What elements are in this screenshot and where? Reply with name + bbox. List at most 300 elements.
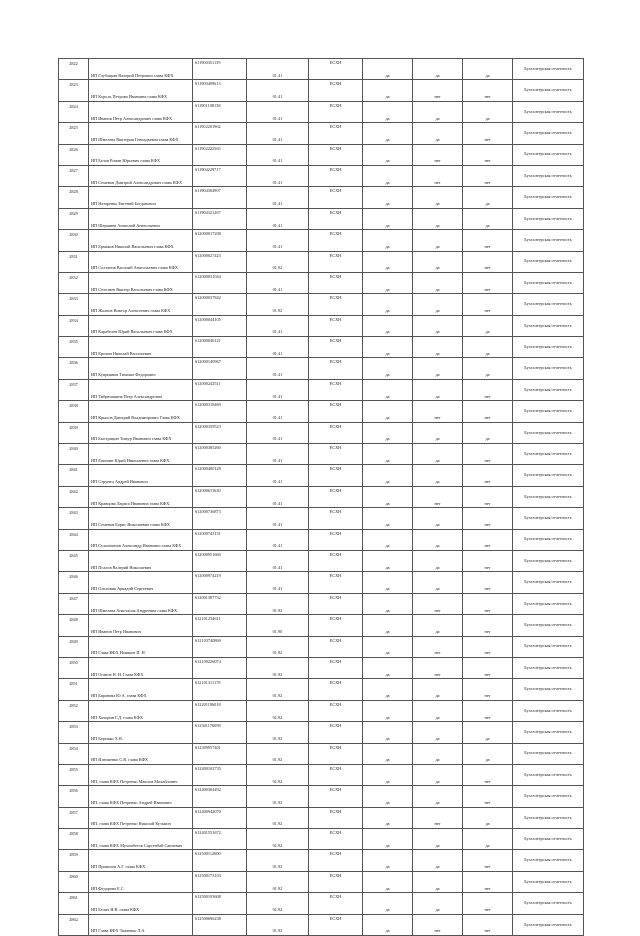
activity-code-cell: 01.41 [247, 337, 309, 358]
activity-code-cell: 01.92 [247, 786, 309, 807]
entity-name-cell: ИП Жалнов Виктор Алексеевич глава КФХ [89, 294, 193, 315]
flag-2-cell: да [413, 529, 463, 550]
inn-code-cell: 612101311178 [193, 679, 247, 700]
flag-1-cell: да [363, 850, 413, 871]
flag-2-cell: да [413, 850, 463, 871]
entity-name-cell: ИП, глава КФХ Мухомбетов Сарсенбай Сапиевич [89, 829, 193, 850]
flag-2-cell: да [413, 508, 463, 529]
table-row [59, 208, 584, 229]
activity-code-cell: 01.92 [247, 829, 309, 850]
entity-name-cell: ИП Сухомлинов Александр Иванович глава КФХ [89, 529, 193, 550]
report-type-cell: Бухгалтерская отчетность [513, 422, 584, 443]
inn-code-cell: 612500696238 [193, 914, 247, 935]
table-row [59, 294, 584, 315]
activity-code-cell: 01.41 [247, 187, 309, 208]
entity-name-cell: ИП Солтанов Василий Анатольевич глава КФХ [89, 251, 193, 272]
inn-code-cell: 611901108138 [193, 101, 247, 122]
flag-2-cell: да [413, 230, 463, 251]
row-number-cell: 2856 [59, 786, 89, 807]
activity-code-cell: 01.92 [247, 871, 309, 892]
activity-code-cell: 01.92 [247, 700, 309, 721]
activity-code-cell: 01.92 [247, 914, 309, 935]
flag-2-cell: нет [413, 486, 463, 507]
flag-1-cell: да [363, 679, 413, 700]
activity-code-cell: 01.41 [247, 379, 309, 400]
table-row [59, 315, 584, 336]
flag-2-cell: да [413, 550, 463, 571]
flag-1-cell: да [363, 187, 413, 208]
tax-regime-cell: ЕСХН [309, 123, 363, 144]
flag-2-cell: да [413, 337, 463, 358]
inn-code-cell: 612400102735 [193, 764, 247, 785]
flag-2-cell: нет [413, 807, 463, 828]
activity-code-cell: 01.92 [247, 893, 309, 914]
activity-code-cell: 01.41 [247, 486, 309, 507]
flag-1-cell: да [363, 422, 413, 443]
tax-regime-cell: ЕСХН [309, 101, 363, 122]
row-number-cell: 2831 [59, 251, 89, 272]
row-number-cell: 2824 [59, 101, 89, 122]
flag-3-cell: да [463, 59, 513, 80]
tax-regime-cell: ЕСХН [309, 743, 363, 764]
flag-3-cell: да [463, 187, 513, 208]
table-row [59, 679, 584, 700]
entity-name-cell: ИП, глава КФХ Петренко Андрей Иванович [89, 786, 193, 807]
entity-name-cell: ИП Тибрюшкина Петр Александрович [89, 379, 193, 400]
table-row [59, 529, 584, 550]
inn-code-cell: 612000951660 [193, 550, 247, 571]
row-number-cell: 2847 [59, 593, 89, 614]
row-number-cell: 2827 [59, 165, 89, 186]
flag-1-cell: да [363, 101, 413, 122]
report-type-cell: Бухгалтерская отчетность [513, 251, 584, 272]
flag-1-cell: да [363, 337, 413, 358]
entity-name-cell: ИП Епишин Юрий Николаевич глава КФХ [89, 444, 193, 465]
table-row [59, 743, 584, 764]
inn-code-cell: 612000359523 [193, 422, 247, 443]
tax-regime-cell: ЕСХН [309, 593, 363, 614]
flag-2-cell: да [413, 422, 463, 443]
row-number-cell: 2822 [59, 59, 89, 80]
flag-2-cell: да [413, 59, 463, 80]
flag-1-cell: да [363, 700, 413, 721]
activity-code-cell: 01.41 [247, 550, 309, 571]
row-number-cell: 2852 [59, 700, 89, 721]
report-type-cell: Бухгалтерская отчетность [513, 187, 584, 208]
report-type-cell: Бухгалтерская отчетность [513, 379, 584, 400]
row-number-cell: 2845 [59, 550, 89, 571]
table-row [59, 465, 584, 486]
tax-regime-cell: ЕСХН [309, 272, 363, 293]
entity-name-cell: ИП Бережко Х.В. [89, 722, 193, 743]
entity-name-cell: ИП Глубоцкая Валерий Петрович глава КФХ [89, 59, 193, 80]
flag-1-cell: да [363, 208, 413, 229]
flag-2-cell: да [413, 786, 463, 807]
inn-code-cell: 612400304492 [193, 786, 247, 807]
tax-regime-cell: ЕСХН [309, 422, 363, 443]
flag-1-cell: да [363, 593, 413, 614]
flag-1-cell: да [363, 893, 413, 914]
row-number-cell: 2849 [59, 636, 89, 657]
report-type-cell: Бухгалтерская отчетность [513, 165, 584, 186]
report-type-cell: Бухгалтерская отчетность [513, 230, 584, 251]
report-type-cell: Бухгалтерская отчетность [513, 636, 584, 657]
activity-code-cell: 01.92 [247, 294, 309, 315]
flag-1-cell: да [363, 657, 413, 678]
entity-name-cell: ИП Ольховик Аркадий Сергеевич [89, 572, 193, 593]
flag-1-cell: да [363, 743, 413, 764]
entity-name-cell: ИП Карабелев Юрий Васильевич глава КФХ [89, 315, 193, 336]
flag-3-cell: нет [463, 123, 513, 144]
entity-name-cell: ИП Шершнев Анатолий Анатольевич [89, 208, 193, 229]
activity-code-cell: 01.41 [247, 422, 309, 443]
inn-code-cell: 612000736873 [193, 508, 247, 529]
flag-2-cell: да [413, 101, 463, 122]
row-number-cell: 2834 [59, 315, 89, 336]
report-type-cell: Бухгалтерская отчетность [513, 871, 584, 892]
report-type-cell: Бухгалтерская отчетность [513, 850, 584, 871]
report-type-cell: Бухгалтерская отчетность [513, 123, 584, 144]
flag-3-cell: нет [463, 465, 513, 486]
tax-regime-cell: ЕСХН [309, 722, 363, 743]
inn-code-cell: 612201196018 [193, 700, 247, 721]
report-type-cell: Бухгалтерская отчетность [513, 893, 584, 914]
activity-code-cell: 01.92 [247, 743, 309, 764]
flag-3-cell: нет [463, 615, 513, 636]
flag-1-cell: да [363, 486, 413, 507]
tax-regime-cell: ЕСХН [309, 700, 363, 721]
inn-code-cell: 611900409613 [193, 80, 247, 101]
flag-1-cell: да [363, 165, 413, 186]
tax-regime-cell: ЕСХН [309, 465, 363, 486]
flag-1-cell: да [363, 572, 413, 593]
flag-3-cell: да [463, 358, 513, 379]
flag-3-cell: да [463, 807, 513, 828]
row-number-cell: 2837 [59, 379, 89, 400]
entity-name-cell: ИП Белич Н.В. глава КФХ [89, 893, 193, 914]
table-row [59, 807, 584, 828]
activity-code-cell: 01.41 [247, 101, 309, 122]
table-row [59, 850, 584, 871]
inn-code-cell: 612100226074 [193, 657, 247, 678]
tax-regime-cell: ЕСХН [309, 871, 363, 892]
flag-2-cell: да [413, 679, 463, 700]
report-type-cell: Бухгалтерская отчетность [513, 593, 584, 614]
report-type-cell: Бухгалтерская отчетность [513, 486, 584, 507]
flag-3-cell: нет [463, 679, 513, 700]
table-row [59, 144, 584, 165]
flag-2-cell: да [413, 572, 463, 593]
tax-regime-cell: ЕСХН [309, 914, 363, 935]
flag-2-cell: нет [413, 165, 463, 186]
flag-2-cell: да [413, 893, 463, 914]
activity-code-cell: 01.92 [247, 657, 309, 678]
flag-1-cell: да [363, 786, 413, 807]
flag-3-cell: нет [463, 550, 513, 571]
flag-2-cell: да [413, 871, 463, 892]
table-row [59, 187, 584, 208]
document-table [58, 58, 584, 936]
flag-2-cell: да [413, 187, 463, 208]
flag-1-cell: да [363, 315, 413, 336]
report-type-cell: Бухгалтерская отчетность [513, 358, 584, 379]
report-type-cell: Бухгалтерская отчетность [513, 615, 584, 636]
row-number-cell: 2840 [59, 444, 89, 465]
flag-2-cell: нет [413, 657, 463, 678]
tax-regime-cell: ЕСХН [309, 829, 363, 850]
flag-1-cell: да [363, 807, 413, 828]
inn-code-cell: 612000242511 [193, 379, 247, 400]
inn-code-cell: 612000385260 [193, 444, 247, 465]
entity-name-cell: ИП Семенов Дмитрий Александрович глава КФХ [89, 165, 193, 186]
row-number-cell: 2844 [59, 529, 89, 550]
flag-2-cell: да [413, 615, 463, 636]
activity-code-cell: 01.41 [247, 444, 309, 465]
table-row [59, 829, 584, 850]
entity-name-cell: ИП Ерохин Николай Васильевич [89, 337, 193, 358]
inn-code-cell: 612500193608 [193, 893, 247, 914]
inn-code-cell: 612000400128 [193, 465, 247, 486]
row-number-cell: 2825 [59, 123, 89, 144]
flag-3-cell: нет [463, 379, 513, 400]
row-number-cell: 2832 [59, 272, 89, 293]
activity-code-cell: 01.41 [247, 144, 309, 165]
inn-code-cell: 612101234611 [193, 615, 247, 636]
flag-2-cell: да [413, 829, 463, 850]
row-number-cell: 2854 [59, 743, 89, 764]
flag-2-cell: да [413, 251, 463, 272]
inn-code-cell: 612400942070 [193, 807, 247, 828]
flag-1-cell: да [363, 379, 413, 400]
table-row [59, 230, 584, 251]
tax-regime-cell: ЕСХН [309, 657, 363, 678]
activity-code-cell: 01.41 [247, 358, 309, 379]
report-type-cell: Бухгалтерская отчетность [513, 315, 584, 336]
table-row [59, 593, 584, 614]
flag-1-cell: да [363, 829, 413, 850]
tax-regime-cell: ЕСХН [309, 550, 363, 571]
table-row [59, 59, 584, 80]
table-row [59, 272, 584, 293]
inn-code-cell: 612500173103 [193, 871, 247, 892]
table-row [59, 657, 584, 678]
row-number-cell: 2839 [59, 422, 89, 443]
flag-2-cell: нет [413, 914, 463, 935]
table-row [59, 123, 584, 144]
flag-3-cell: нет [463, 230, 513, 251]
entity-name-cell: ИП Селезнев Виктор Васильевич глава КФХ [89, 272, 193, 293]
tax-regime-cell: ЕСХН [309, 679, 363, 700]
inn-code-cell: 612000017208 [193, 230, 247, 251]
table-row [59, 871, 584, 892]
tax-regime-cell: ЕСХН [309, 764, 363, 785]
report-type-cell: Бухгалтерская отчетность [513, 679, 584, 700]
report-type-cell: Бухгалтерская отчетность [513, 550, 584, 571]
flag-3-cell: нет [463, 80, 513, 101]
inn-code-cell: 612000031044 [193, 272, 247, 293]
activity-code-cell: 01.41 [247, 529, 309, 550]
activity-code-cell: 01.92 [247, 722, 309, 743]
flag-2-cell: да [413, 315, 463, 336]
flag-3-cell: нет [463, 444, 513, 465]
report-type-cell: Бухгалтерская отчетность [513, 444, 584, 465]
activity-code-cell: 01.92 [247, 251, 309, 272]
flag-2-cell: нет [413, 401, 463, 422]
flag-1-cell: да [363, 764, 413, 785]
report-type-cell: Бухгалтерская отчетность [513, 722, 584, 743]
row-number-cell: 2828 [59, 187, 89, 208]
flag-1-cell: да [363, 871, 413, 892]
table-row [59, 486, 584, 507]
tax-regime-cell: ЕСХН [309, 337, 363, 358]
table-row [59, 401, 584, 422]
flag-3-cell: нет [463, 294, 513, 315]
entity-name-cell: ИП Быстрицин Тимур Иванович глава КФХ [89, 422, 193, 443]
report-type-cell: Бухгалтерская отчетность [513, 508, 584, 529]
table-row [59, 422, 584, 443]
inn-code-cell: 612000743131 [193, 529, 247, 550]
flag-3-cell: нет [463, 508, 513, 529]
flag-3-cell: нет [463, 251, 513, 272]
flag-1-cell: да [363, 59, 413, 80]
entity-name-cell: ИП Белов Роман Юрьевич глава КФХ [89, 144, 193, 165]
row-number-cell: 2862 [59, 914, 89, 935]
table-row [59, 80, 584, 101]
table-row [59, 893, 584, 914]
activity-code-cell: 01.41 [247, 465, 309, 486]
table-row [59, 337, 584, 358]
tax-regime-cell: ЕСХН [309, 315, 363, 336]
table-row [59, 165, 584, 186]
flag-3-cell: нет [463, 144, 513, 165]
activity-code-cell: 01.41 [247, 230, 309, 251]
activity-code-cell: 01.92 [247, 679, 309, 700]
activity-code-cell: 01.41 [247, 208, 309, 229]
activity-code-cell: 01.41 [247, 59, 309, 80]
row-number-cell: 2835 [59, 337, 89, 358]
inn-code-cell: 612401551672 [193, 829, 247, 850]
activity-code-cell: 01.90 [247, 615, 309, 636]
flag-1-cell: да [363, 722, 413, 743]
report-type-cell: Бухгалтерская отчетность [513, 743, 584, 764]
tax-regime-cell: ЕСХН [309, 187, 363, 208]
activity-code-cell: 01.41 [247, 165, 309, 186]
table-row [59, 101, 584, 122]
flag-3-cell: нет [463, 593, 513, 614]
flag-2-cell: да [413, 208, 463, 229]
flag-2-cell: да [413, 379, 463, 400]
flag-3-cell: нет [463, 165, 513, 186]
flag-3-cell: нет [463, 486, 513, 507]
tax-regime-cell: ЕСХН [309, 529, 363, 550]
entity-name-cell: ИП Хохорин Г.Д. глава КФХ [89, 700, 193, 721]
inn-code-cell: 612001387732 [193, 593, 247, 614]
entity-name-cell: ИП Псалов Валерий Николаевич [89, 550, 193, 571]
flag-2-cell: нет [413, 636, 463, 657]
entity-name-cell: ИП Шмелева Виктория Геннадьевна глава КФХ [89, 123, 193, 144]
activity-code-cell: 01.92 [247, 764, 309, 785]
flag-1-cell: да [363, 230, 413, 251]
tax-regime-cell: ЕСХН [309, 80, 363, 101]
activity-code-cell: 01.41 [247, 401, 309, 422]
report-type-cell: Бухгалтерская отчетность [513, 337, 584, 358]
row-number-cell: 2851 [59, 679, 89, 700]
entity-name-cell: ИП Кравцова Лариса Ивановна глава КФХ [89, 486, 193, 507]
activity-code-cell: 01.92 [247, 807, 309, 828]
flag-2-cell: нет [413, 593, 463, 614]
inn-code-cell: 611904321267 [193, 208, 247, 229]
flag-2-cell: да [413, 722, 463, 743]
flag-3-cell: нет [463, 572, 513, 593]
entity-name-cell: ИП Илюшенко С.В. глава КФХ [89, 743, 193, 764]
inn-code-cell: 612500112600 [193, 850, 247, 871]
inn-code-cell: 612000318469 [193, 401, 247, 422]
report-type-cell: Бухгалтерская отчетность [513, 294, 584, 315]
report-type-cell: Бухгалтерская отчетность [513, 80, 584, 101]
inn-code-cell: 611902201962 [193, 123, 247, 144]
entity-name-cell: ИП Оганов Н. Н. Глава КФХ [89, 657, 193, 678]
report-type-cell: Бухгалтерская отчетность [513, 786, 584, 807]
row-number-cell: 2861 [59, 893, 89, 914]
entity-name-cell: ИП Федорова Е.С. [89, 871, 193, 892]
entity-name-cell: ИП Баранова Ю.А. глава КФХ [89, 679, 193, 700]
tax-regime-cell: ЕСХН [309, 144, 363, 165]
activity-code-cell: 01.92 [247, 593, 309, 614]
flag-1-cell: да [363, 465, 413, 486]
entity-name-cell: ИП Привалов А.Г. глава КФХ [89, 850, 193, 871]
flag-2-cell: нет [413, 80, 463, 101]
table-row [59, 764, 584, 785]
entity-name-cell: ИП Глава КФХ Новиков П. Н. [89, 636, 193, 657]
report-type-cell: Бухгалтерская отчетность [513, 657, 584, 678]
entity-name-cell: ИП Глава КФХ Ткаченко Л.А. [89, 914, 193, 935]
flag-1-cell: да [363, 80, 413, 101]
inn-code-cell: 612000027423 [193, 251, 247, 272]
inn-code-cell: 612000611630 [193, 486, 247, 507]
table-row [59, 722, 584, 743]
flag-3-cell: нет [463, 850, 513, 871]
row-number-cell: 2859 [59, 850, 89, 871]
flag-1-cell: да [363, 636, 413, 657]
tax-regime-cell: ЕСХН [309, 294, 363, 315]
row-number-cell: 2858 [59, 829, 89, 850]
flag-1-cell: да [363, 914, 413, 935]
table-row [59, 786, 584, 807]
activity-code-cell: 01.41 [247, 572, 309, 593]
table-row [59, 444, 584, 465]
row-number-cell: 2853 [59, 722, 89, 743]
report-type-cell: Бухгалтерская отчетность [513, 807, 584, 828]
activity-code-cell: 01.41 [247, 272, 309, 293]
flag-3-cell: нет [463, 786, 513, 807]
tax-regime-cell: ЕСХН [309, 401, 363, 422]
table-row [59, 636, 584, 657]
flag-1-cell: да [363, 272, 413, 293]
tax-regime-cell: ЕСХН [309, 59, 363, 80]
report-type-cell: Бухгалтерская отчетность [513, 700, 584, 721]
table-row [59, 615, 584, 636]
flag-1-cell: да [363, 358, 413, 379]
row-number-cell: 2838 [59, 401, 89, 422]
activity-code-cell: 01.92 [247, 636, 309, 657]
tax-regime-cell: ЕСХН [309, 230, 363, 251]
activity-code-cell: 01.41 [247, 123, 309, 144]
tax-regime-cell: ЕСХН [309, 251, 363, 272]
tax-regime-cell: ЕСХН [309, 508, 363, 529]
flag-2-cell: да [413, 700, 463, 721]
report-type-cell: Бухгалтерская отчетность [513, 272, 584, 293]
flag-3-cell: нет [463, 893, 513, 914]
